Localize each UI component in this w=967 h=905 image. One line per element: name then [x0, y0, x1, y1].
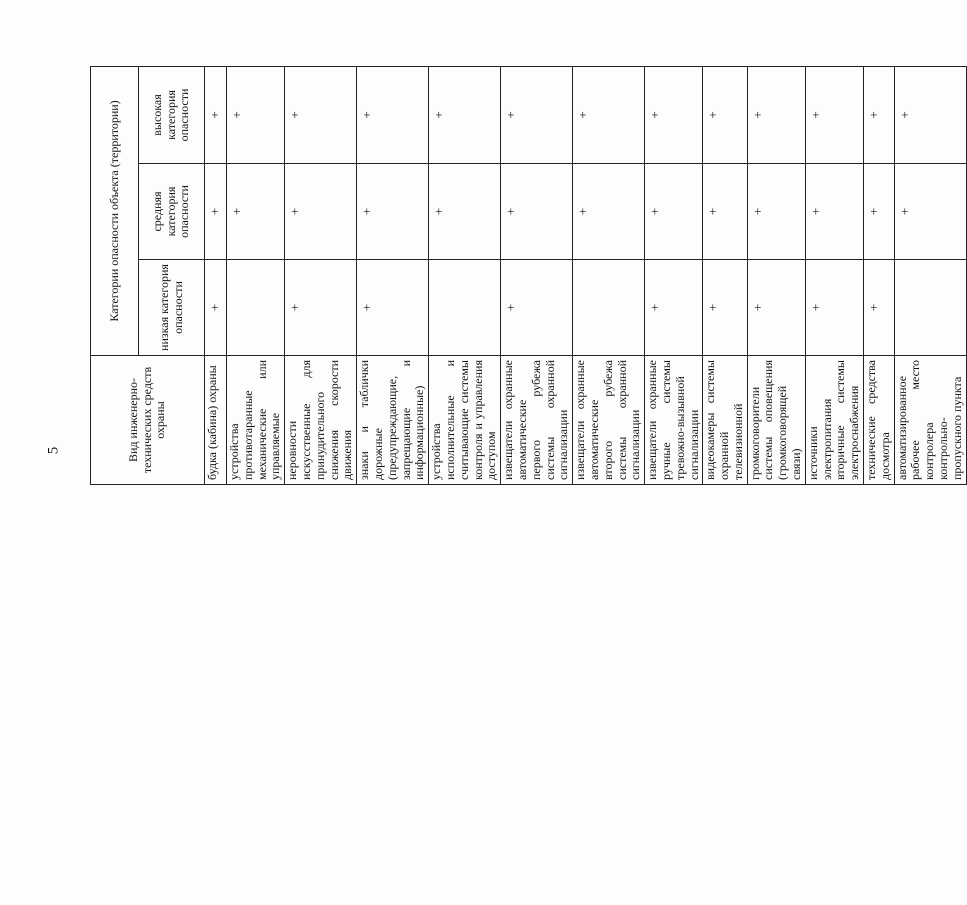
mid-category-mark: + [864, 164, 895, 260]
table-row [205, 66, 227, 484]
table-row [227, 66, 285, 484]
equipment-name-cell: извещатели охранные ручные системы тревожно-вызывной сигнализации [645, 356, 703, 485]
table-row [429, 66, 501, 484]
low-category-mark: + [864, 260, 895, 356]
header-mid-category: средняя категория опасности [139, 164, 205, 260]
low-category-mark: + [805, 260, 863, 356]
header-category-group: Категории опасности объекта (территории) [91, 66, 139, 355]
table-row [645, 66, 703, 484]
mid-category-mark: + [429, 164, 501, 260]
mid-category-mark: + [205, 164, 227, 260]
high-category-mark: + [864, 66, 895, 163]
high-category-mark: + [501, 66, 573, 163]
low-category-mark: + [703, 260, 747, 356]
table-row [573, 66, 645, 484]
mid-category-mark: + [805, 164, 863, 260]
low-category-mark: + [205, 260, 227, 356]
header-high-category: высокая категория опасности [139, 66, 205, 163]
high-category-mark: + [429, 66, 501, 163]
equipment-name-cell: технические средства досмотра [864, 356, 895, 485]
low-category-mark [573, 260, 645, 356]
high-category-mark: + [747, 66, 805, 163]
mid-category-mark: + [357, 164, 429, 260]
low-category-mark: + [285, 260, 357, 356]
low-category-mark: + [501, 260, 573, 356]
low-category-mark [227, 260, 285, 356]
table-row [703, 66, 747, 484]
low-category-mark: + [747, 260, 805, 356]
mid-category-mark: + [573, 164, 645, 260]
equipment-name-cell: неровности искусственные для принудительного снижения скорости движения [285, 356, 357, 485]
table-row [747, 66, 805, 484]
table-row [501, 66, 573, 484]
table-row [894, 66, 966, 484]
equipment-name-cell: громкоговорители системы оповещения (громкоговорящей связи) [747, 356, 805, 485]
equipment-name-cell: видеокамеры системы охранной телевизионной [703, 356, 747, 485]
mid-category-mark: + [703, 164, 747, 260]
equipment-name-cell: источники электропитания вторичные системы электроснабжения [805, 356, 863, 485]
equipment-name-cell: извещатели охранные автоматические первого рубежа системы охранной сигнализации [501, 356, 573, 485]
equipment-name-cell: устройства противотаранные механические или управляемые [227, 356, 285, 485]
high-category-mark: + [227, 66, 285, 163]
header-low-category: низкая категория опасности [139, 260, 205, 356]
low-category-mark: + [357, 260, 429, 356]
security-equipment-table-wrapper [90, 66, 967, 485]
equipment-name-cell: извещатели охранные автоматические второго рубежа системы охранной сигнализации [573, 356, 645, 485]
mid-category-mark: + [894, 164, 966, 260]
high-category-mark: + [285, 66, 357, 163]
mid-category-mark: + [227, 164, 285, 260]
high-category-mark: + [805, 66, 863, 163]
table-row [864, 66, 895, 484]
low-category-mark: + [645, 260, 703, 356]
high-category-mark: + [573, 66, 645, 163]
low-category-mark [894, 260, 966, 356]
equipment-name-cell: автоматизированное рабочее место контролера контрольно-пропускного пункта [894, 356, 966, 485]
page-number: 5 [45, 446, 62, 455]
mid-category-mark: + [645, 164, 703, 260]
high-category-mark: + [357, 66, 429, 163]
high-category-mark: + [645, 66, 703, 163]
low-category-mark [429, 260, 501, 356]
equipment-name-cell: будка (кабина) охраны [205, 356, 227, 485]
high-category-mark: + [703, 66, 747, 163]
mid-category-mark: + [747, 164, 805, 260]
high-category-mark: + [205, 66, 227, 163]
table-row [805, 66, 863, 484]
table-row [357, 66, 429, 484]
equipment-name-cell: знаки и таблички дорожные (предупреждающие, запрещающие и информационные) [357, 356, 429, 485]
security-equipment-table [90, 66, 967, 485]
high-category-mark: + [894, 66, 966, 163]
header-equipment-type: Вид инженерно-технических средств охраны [91, 356, 205, 485]
table-row [285, 66, 357, 484]
equipment-name-cell: устройства исполнительные и считывающие системы контроля и управления доступом [429, 356, 501, 485]
mid-category-mark: + [285, 164, 357, 260]
mid-category-mark: + [501, 164, 573, 260]
